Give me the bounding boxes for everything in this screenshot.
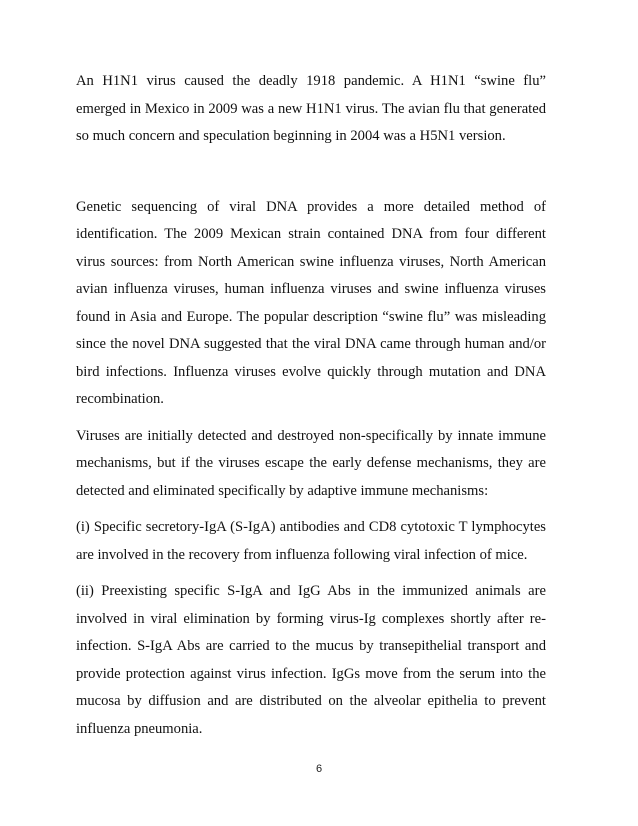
- paragraph-point-ii: (ii) Preexisting specific S-IgA and IgG Abs in the immunized animals are involved in viral elimination by forming virus-Ig complexes shortly after re-infection. S-IgA Abs are carried to the mucus by transepithelial transport and provide protection against virus infection. IgGs move from the serum into the mucosa by diffusion and are distributed on the alveolar epithelia to prevent influenza pneumonia.: [76, 583, 546, 737]
- paragraph-point-i: (i) Specific secretory-IgA (S-IgA) antibodies and CD8 cytotoxic T lymphocytes are involved in the recovery from influenza following viral infection of mice.: [76, 519, 546, 563]
- paragraph-immune-detection: Viruses are initially detected and destroyed non-specifically by innate immune mechanisms, but if the viruses escape the early defense mechanisms, they are detected and eliminated specifically by adaptive immune mechanisms:: [76, 427, 546, 499]
- paragraph-genetic-sequencing: Genetic sequencing of viral DNA provides a more detailed method of identification. The 2009 Mexican strain contained DNA from four different virus sources: from North American swine influenza viruses, North American avian influenza viruses, human influenza viruses and swine influenza viruses found in Asia and Europe. The popular description “swine flu” was misleading since the novel DNA suggested that the viral DNA came through human and/or bird infections. Influenza viruses evolve quickly through mutation and DNA recombination.: [76, 198, 546, 407]
- body-text: [76, 68, 546, 752]
- paragraph-h1n1-history: An H1N1 virus caused the deadly 1918 pandemic. A H1N1 “swine flu” emerged in Mexico in 2009 was a new H1N1 virus. The avian flu that generated so much concern and speculation beginning in 2004 was a H5N1 version.: [76, 73, 546, 144]
- page-number: 6: [315, 763, 323, 775]
